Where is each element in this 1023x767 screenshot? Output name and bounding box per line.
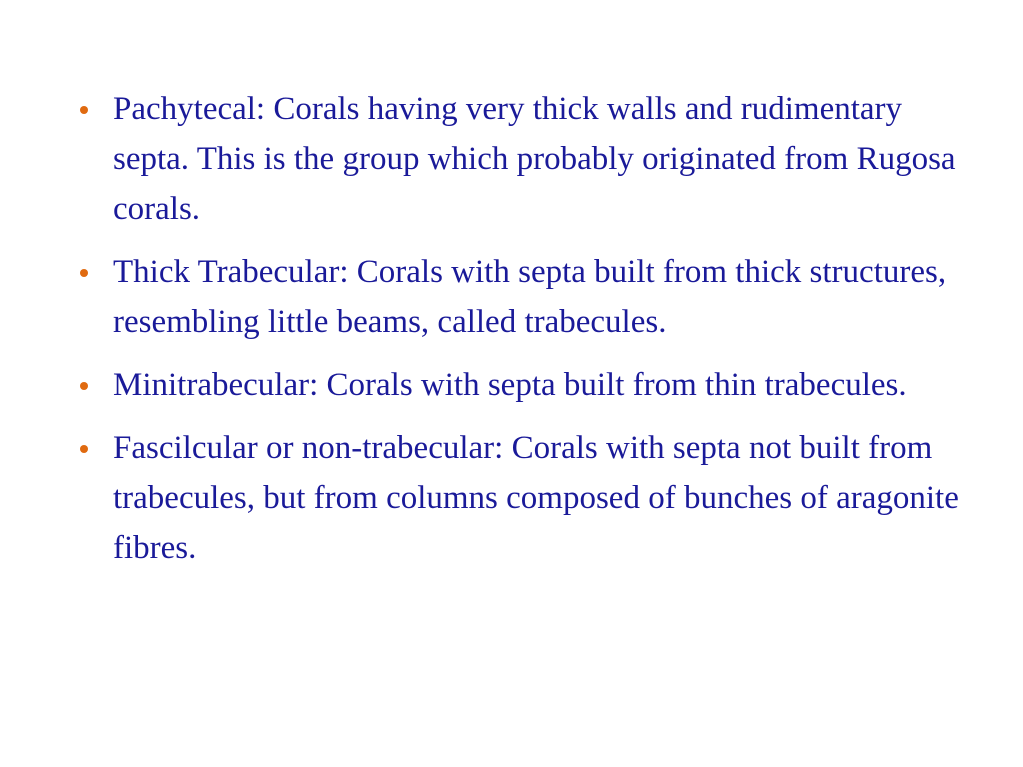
bullet-text: Fascilcular or non-trabecular: Corals with septa not built from trabecules, but from columns composed of bunches of aragonite fibres. (113, 430, 959, 566)
bullet-text: Pachytecal: Corals having very thick walls and rudimentary septa. This is the group which probably originated from Rugosa corals. (113, 91, 956, 227)
bullet-dot-icon (80, 269, 88, 277)
list-item (80, 247, 980, 347)
list-item (80, 84, 980, 234)
bullet-dot-icon (80, 382, 88, 390)
bullet-dot-icon (80, 445, 88, 453)
list-item (80, 423, 980, 573)
bullet-text: Minitrabecular: Corals with septa built from thin trabecules. (113, 367, 907, 403)
bullet-dot-icon (80, 106, 88, 114)
bullet-text: Thick Trabecular: Corals with septa built from thick structures, resembling little beams, called trabecules. (113, 254, 947, 340)
bullet-list (80, 84, 980, 586)
list-item (80, 360, 980, 410)
